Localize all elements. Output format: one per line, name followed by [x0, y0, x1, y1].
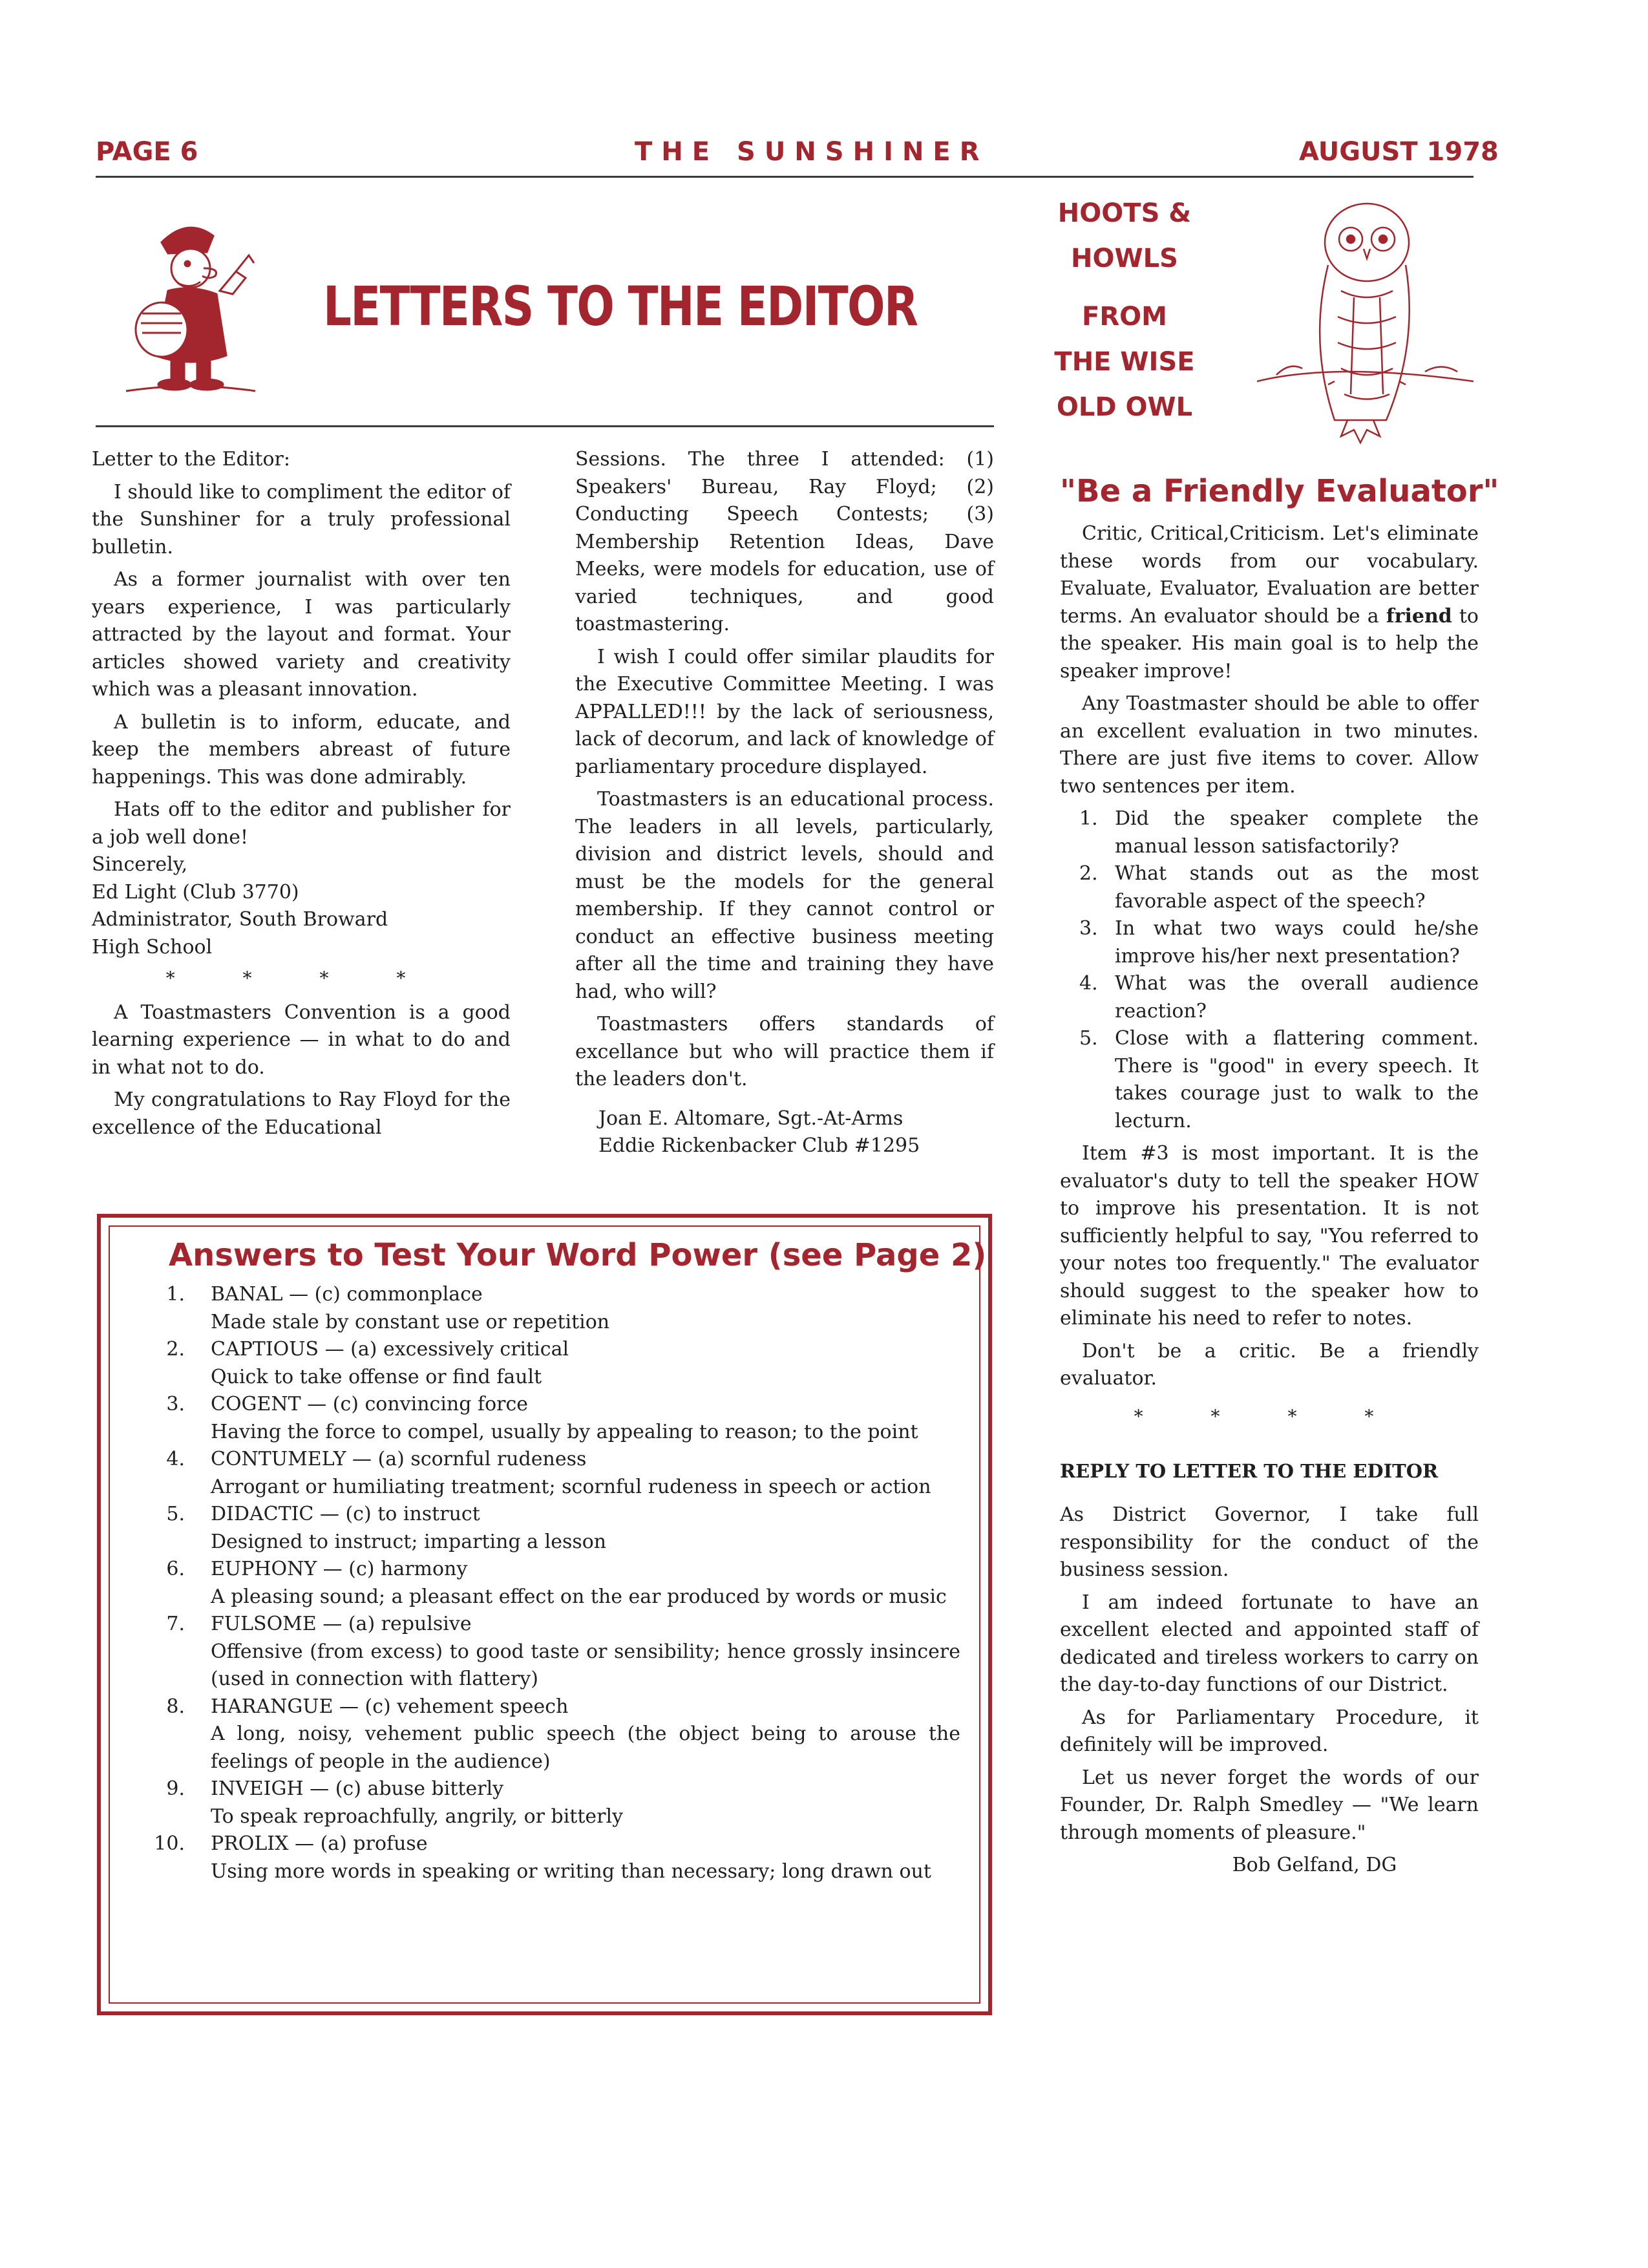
item-text: Did the speaker complete the manual lesson satisfactorily? [1115, 807, 1479, 858]
evaluator-title: "Be a Friendly Evaluator" [1060, 473, 1499, 509]
letter-paragraph: A bulletin is to inform, educate, and keep the members abreast of future happenings. This was done admirably. [92, 710, 511, 789]
letter-paragraph: I should like to compliment the editor of the Sunshiner for a truly professional bulletin. [92, 480, 511, 558]
answer-definition: A pleasing sound; a pleasant effect on the ear produced by words or music [211, 1585, 947, 1608]
answer-word: HARANGUE — (c) vehement speech [211, 1695, 569, 1718]
separator-stars: * * * * [165, 968, 437, 989]
list-item [1060, 970, 1479, 1025]
item-text: What was the overall audience reaction? [1115, 972, 1479, 1023]
item-number: 2. [1079, 862, 1098, 885]
list-item [146, 1830, 960, 1885]
page-number: PAGE 6 [96, 137, 198, 167]
list-item [1060, 805, 1479, 860]
item-number: 5. [166, 1503, 185, 1525]
answer-definition: A long, noisy, vehement public speech (the object being to arouse the feelings of people in the audience) [211, 1722, 960, 1773]
list-item [146, 1281, 960, 1336]
item-number: 6. [166, 1558, 185, 1580]
evaluator-emphasis: friend [1386, 604, 1452, 628]
evaluator-paragraph: Item #3 is most important. It is the evaluator's duty to tell the speaker HOW to improve his presentation. It is not sufficiently helpful to say, "You referred to your notes too frequently." The evaluator should suggest to the speaker how to eliminate his need to refer to notes. [1060, 1142, 1479, 1330]
owl-heading-line: FROM [1082, 302, 1167, 332]
item-number: 5. [1079, 1027, 1098, 1050]
letter-column-two [575, 446, 994, 1160]
item-number: 8. [166, 1695, 185, 1718]
answer-definition: Arrogant or humiliating treatment; scornful rudeness in speech or action [211, 1475, 931, 1498]
banner-title: LETTERS TO THE EDITOR [323, 275, 918, 338]
reply-paragraph: Let us never forget the words of our Founder, Dr. Ralph Smedley — "We learn through moments of pleasure." [1060, 1766, 1479, 1844]
evaluator-paragraph: Any Toastmaster should be able to offer an excellent evaluation in two minutes. There are just five items to cover. Allow two sentences per item. [1060, 692, 1479, 798]
list-item [146, 1501, 960, 1556]
owl-heading-line: HOWLS [1071, 244, 1178, 273]
letter-paragraph: Hats off to the editor and publisher for a job well done! [92, 798, 511, 849]
list-item [146, 1391, 960, 1446]
owl-heading-line: THE WISE [1054, 347, 1195, 377]
item-text: In what two ways could he/she improve his/her next presentation? [1115, 917, 1479, 968]
word-power-title: Answers to Test Your Word Power (see Page 2) [169, 1237, 987, 1273]
letter-closing: Sincerely, [92, 853, 188, 876]
banner-rule [96, 425, 994, 427]
item-number: 3. [166, 1393, 185, 1415]
letter-column-one [92, 446, 511, 1147]
issue-date: AUGUST 1978 [1299, 137, 1499, 167]
letter-signature: Eddie Rickenbacker Club #1295 [598, 1134, 920, 1157]
separator-stars: * * * * [1134, 1405, 1405, 1427]
item-number: 10. [154, 1832, 185, 1855]
evaluator-paragraph: Don't be a critic. Be a friendly evaluator. [1060, 1339, 1479, 1390]
owl-column-heading [1047, 191, 1202, 430]
list-item [1060, 915, 1479, 970]
letter-signature: Joan E. Altomare, Sgt.-At-Arms [598, 1107, 903, 1130]
item-text: What stands out as the most favorable aspect of the speech? [1115, 862, 1479, 913]
letter-signature: High School [92, 935, 213, 959]
item-number: 3. [1079, 917, 1098, 940]
evaluator-text: Critic, Critical,Criticism. Let's eliminate these words from our vocabulary. Evaluate, Evaluator, Evaluation are better terms. An evaluator should be a [1060, 522, 1479, 628]
publication-title: THE SUNSHINER [635, 137, 989, 167]
item-number: 2. [166, 1338, 185, 1361]
answer-word: FULSOME — (a) repulsive [211, 1613, 472, 1635]
list-item [146, 1693, 960, 1776]
answer-definition: Offensive (from excess) to good taste or sensibility; hence grossly insincere (used in connection with flattery) [211, 1640, 960, 1690]
word-power-list [146, 1281, 960, 1885]
town-crier-mascot-icon [116, 207, 265, 401]
reply-paragraph: As District Governor, I take full responsibility for the conduct of the business session. [1060, 1503, 1479, 1581]
answer-definition: Designed to instruct; imparting a lesson [211, 1530, 607, 1553]
answer-word: EUPHONY — (c) harmony [211, 1558, 468, 1580]
list-item [146, 1556, 960, 1611]
letter-paragraph: Toastmasters is an educational process. The leaders in all levels, particularly, division and district levels, should and must be the models for the general membership. If they cannot control or conduct an effective business meeting after all the time and training they have had, who will? [575, 788, 994, 1003]
answer-word: COGENT — (c) convincing force [211, 1393, 529, 1415]
item-number: 1. [166, 1283, 185, 1306]
letter-signature: Ed Light (Club 3770) [92, 880, 299, 904]
letter-paragraph: Sessions. The three I attended: (1) Speakers' Bureau, Ray Floyd; (2) Conducting Speech Contests; (3) Membership Retention Ideas, Dave Meeks, were models for education, use of varied techniques, and good toastmastering. [575, 448, 994, 635]
list-item [146, 1336, 960, 1391]
list-item [1060, 1025, 1479, 1135]
reply-paragraph: As for Parliamentary Procedure, it definitely will be improved. [1060, 1706, 1479, 1756]
letter-paragraph: As a former journalist with over ten years experience, I was particularly attracted by the layout and format. Your articles showed variety and creativity which was a pleasant innovation. [92, 568, 511, 701]
answer-word: PROLIX — (a) profuse [211, 1832, 428, 1855]
reply-heading: REPLY TO LETTER TO THE EDITOR [1060, 1460, 1439, 1482]
item-number: 1. [1079, 807, 1098, 830]
letter-paragraph: I wish I could offer similar plaudits for the Executive Committee Meeting. I was APPALLED!!! by the lack of seriousness, lack of decorum, and lack of knowledge of parliamentary procedure displayed. [575, 645, 994, 778]
list-item [146, 1446, 960, 1501]
word-power-answers-box [97, 1214, 992, 2015]
evaluator-article [1060, 520, 1479, 1880]
list-item [146, 1611, 960, 1693]
item-text: Close with a flattering comment. There is "good" in every speech. It takes courage just to walk to the lecturn. [1115, 1027, 1479, 1132]
answer-word: BANAL — (c) commonplace [211, 1283, 483, 1306]
answer-word: CONTUMELY — (a) scornful rudeness [211, 1448, 587, 1470]
reply-paragraph: I am indeed fortunate to have an excellent elected and appointed staff of dedicated and tireless workers to carry on the day-to-day functions of our District. [1060, 1591, 1479, 1696]
letter-paragraph: My congratulations to Ray Floyd for the excellence of the Educational [92, 1088, 511, 1139]
owl-heading-line: OLD OWL [1056, 392, 1193, 422]
letter-signature: Administrator, South Broward [92, 908, 388, 931]
answer-definition: Made stale by constant use or repetition [211, 1310, 610, 1333]
letter-paragraph: A Toastmasters Convention is a good learning experience — in what to do and in what not to do. [92, 1001, 511, 1079]
owl-heading-line: HOOTS & [1057, 198, 1192, 228]
answer-word: INVEIGH — (c) abuse bitterly [211, 1777, 504, 1800]
answer-definition: Using more words in speaking or writing than necessary; long drawn out [211, 1860, 931, 1883]
item-number: 7. [166, 1613, 185, 1635]
reply-signature: Bob Gelfand, DG [1232, 1854, 1397, 1876]
owl-on-branch-icon [1257, 187, 1474, 459]
answer-definition: Quick to take offense or find fault [211, 1365, 542, 1388]
answer-definition: To speak reproachfully, angrily, or bitterly [211, 1805, 624, 1828]
list-item [1060, 860, 1479, 915]
evaluator-text: to the speaker. His main goal is to help the speaker improve! [1060, 604, 1479, 683]
answer-word: CAPTIOUS — (a) excessively critical [211, 1338, 569, 1361]
header-rule [96, 176, 1474, 178]
evaluator-paragraph [1060, 520, 1479, 685]
list-item [146, 1775, 960, 1830]
item-number: 9. [166, 1777, 185, 1800]
answer-word: DIDACTIC — (c) to instruct [211, 1503, 480, 1525]
item-number: 4. [166, 1448, 185, 1470]
answer-definition: Having the force to compel, usually by appealing to reason; to the point [211, 1420, 918, 1443]
item-number: 4. [1079, 972, 1098, 995]
letter-paragraph: Toastmasters offers standards of excellance but who will practice them if the leaders don't. [575, 1013, 994, 1090]
letter-salutation: Letter to the Editor: [92, 448, 291, 471]
